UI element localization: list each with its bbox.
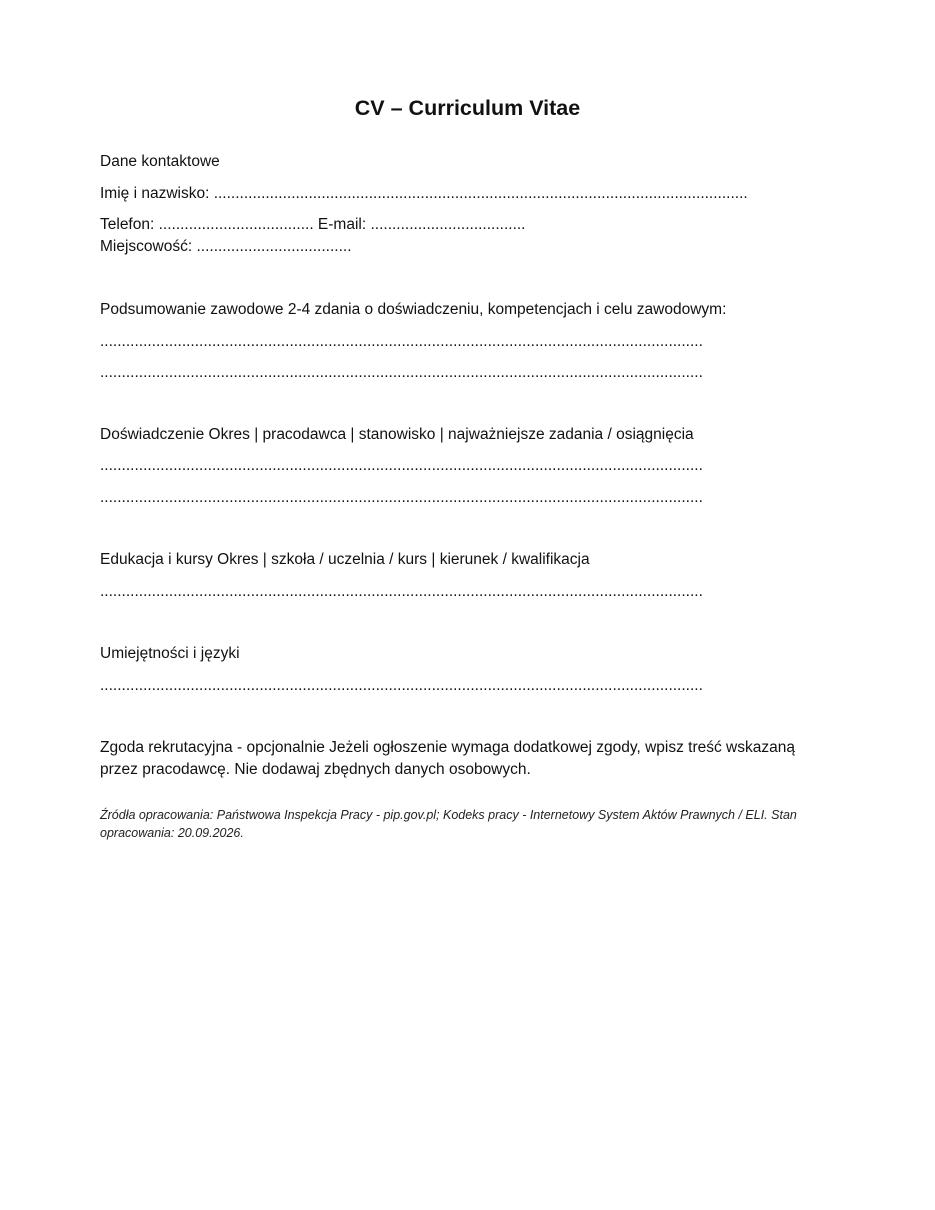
consent-paragraph: Zgoda rekrutacyjna - opcjonalnie Jeżeli ogłoszenie wymaga dodatkowej zgody, wpisz treść wskazaną przez pracodawcę. Nie dodawaj zbędnych danych osobowych. bbox=[100, 739, 795, 778]
skills-fill-line: ............................................................................................................................................ bbox=[100, 677, 703, 694]
experience-fill-line: ............................................................................................................................................ bbox=[100, 457, 703, 474]
city-field-line: Miejscowość: .................................... bbox=[100, 238, 352, 255]
summary-fill-line: ............................................................................................................................................ bbox=[100, 364, 703, 381]
summary-heading: Podsumowanie zawodowe 2-4 zdania o doświadczeniu, kompetencjach i celu zawodowym: bbox=[100, 301, 727, 318]
experience-fill-line: ............................................................................................................................................ bbox=[100, 489, 703, 506]
name-field-line: Imię i nazwisko: ............................................................................................................................ bbox=[100, 185, 748, 202]
education-heading: Edukacja i kursy Okres | szkoła / uczelnia / kurs | kierunek / kwalifikacja bbox=[100, 551, 590, 568]
education-fill-line: ............................................................................................................................................ bbox=[100, 583, 703, 600]
contact-heading: Dane kontaktowe bbox=[100, 153, 220, 170]
document-title: CV – Curriculum Vitae bbox=[354, 96, 581, 120]
skills-heading: Umiejętności i języki bbox=[100, 645, 240, 662]
experience-heading: Doświadczenie Okres | pracodawca | stanowisko | najważniejsze zadania / osiągnięcia bbox=[100, 426, 694, 443]
summary-fill-line: ............................................................................................................................................ bbox=[100, 333, 703, 350]
phone-email-field-line: Telefon: .................................... E-mail: .................................... bbox=[100, 216, 526, 233]
sources-note: Źródła opracowania: Państwowa Inspekcja Pracy - pip.gov.pl; Kodeks pracy - Internetowy System Aktów Prawnych / ELI. Stan opracowania: 20.09.2026. bbox=[100, 808, 797, 840]
